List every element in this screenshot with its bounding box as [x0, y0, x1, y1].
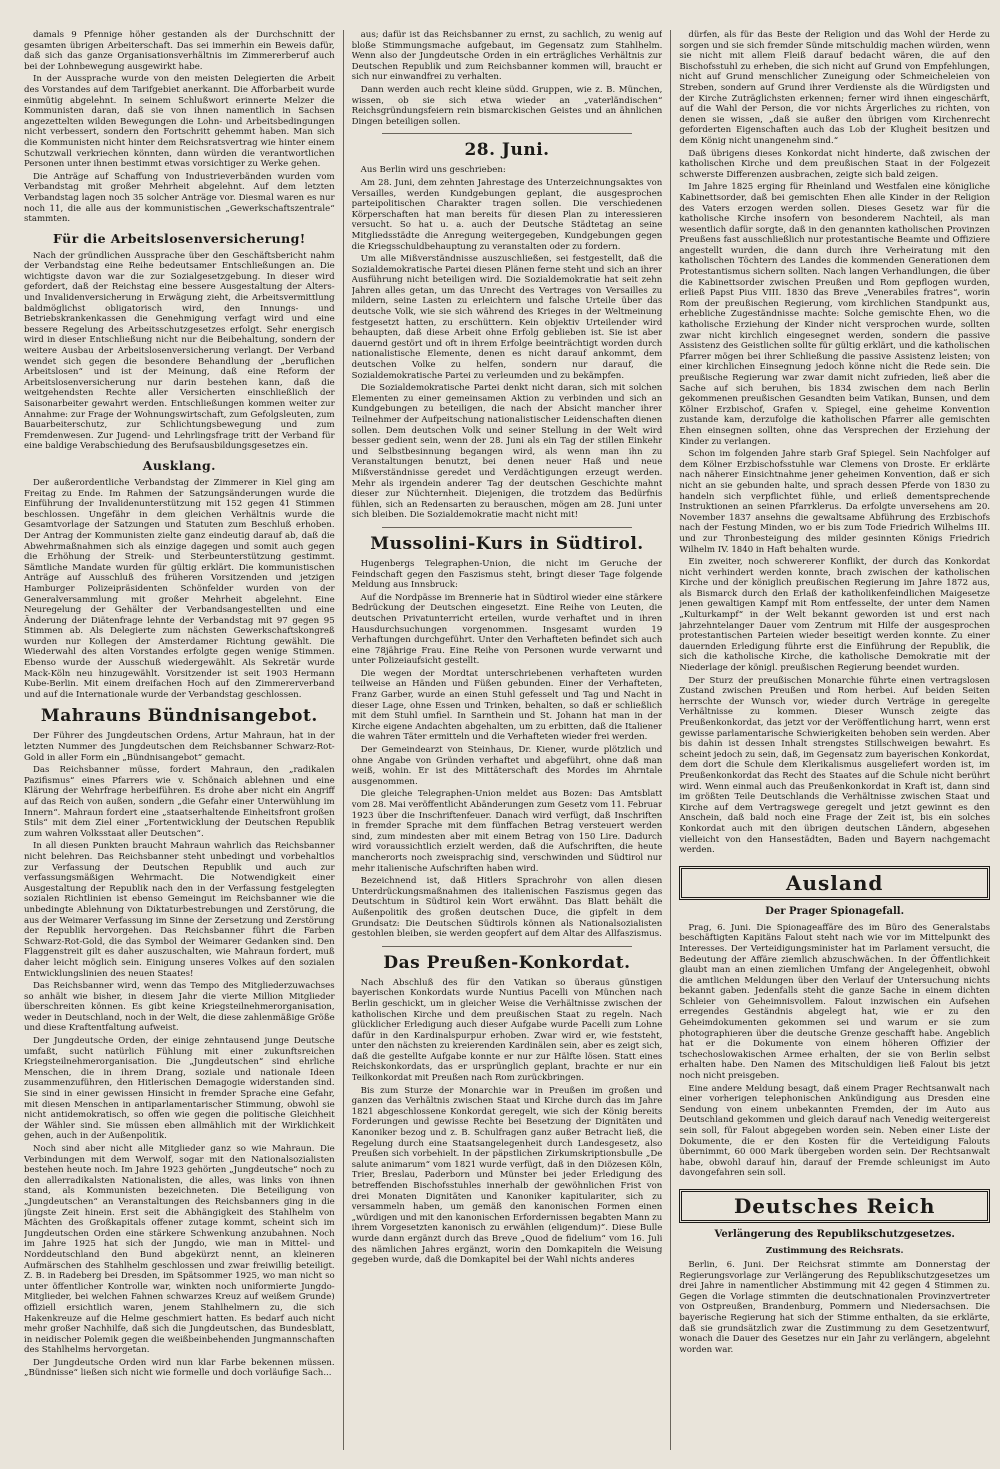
- column-1: [24, 30, 335, 1450]
- section-divider: [382, 133, 633, 134]
- article-paragraph: Um alle Mißverständnisse auszuschließen, sei festgestellt, daß die Sozialdemokratische Partei diesen Plänen ferne steht und sich an ihrer Ausführung nicht beteiligen wird. Die Sozialdemokratie hat seit zehn Jahren alles getan, um das Unrecht des Vertrages von Versailles zu mildern, seine Lasten zu erleichtern und falsche Urteile über das deutsche Volk, wie sie sich während des Krieges in der Weltmeinung festgesetzt hatten, zu erschüttern. Kein objektiv Urteilender wird behaupten, daß diese Arbeit ohne Erfolg geblieben ist. Sie ist aber dauernd gestört und oft in ihrem Erfolge beeinträchtigt worden durch nationalistische Elemente, denen es nicht darauf ankommt, dem deutschen Volke zu helfen, sondern nur darauf, die Sozialdemokratische Partei zu verleumden und zu bekämpfen.: [351, 254, 663, 381]
- article-paragraph: Im Jahre 1825 erging für Rheinland und Westfalen eine königliche Kabinettsorder, daß bei gemischten Ehen alle Kinder in der Religion des Vaters erzogen werden sollen. Dieses Gesetz war für die katholische Kirche insofern von besonderem Nachteil, als man wesentlich dafür sorgte, daß in den genannten katholischen Provinzen Preußens fast ausschließlich nur protestantische Beamte und Offiziere angestellt wurden, die dann durch ihre Verheiratung mit den katholischen Töchtern des Landes die kommenden Generationen dem Protestantismus sichern sollten. Nach langen Verhandlungen, die über die Kabinettsorder zwischen Preußen und Rom gepflogen wurden, erließ Papst Pius VIII. 1830 das Breve „Venerabiles fratres“, worin Rom der preußischen Regierung, vom kirchlichen Standpunkt aus, erhebliche Zugeständnisse machte: Solche gemischte Ehen, wo die katholische Erziehung der Kinder nicht versprochen wurde, sollten zwar nicht kirchlich eingesegnet werden, sondern die passive Assistenz des Geistlichen sollte für gültig erklärt, und die katholischen Pfarrer mögen bei ihrer Schließung die passive Assistenz leisten; von einer kirchlichen Einsegnung jedoch könne nicht die Rede sein. Die preußische Regierung war zwar damit nicht zufrieden, ließ aber die Sache auf sich beruhen, bis 1834 zwischen dem nach Berlin gekommenen preußischen Gesandten beim Vatikan, Bunsen, und dem Kölner Erzbischof, Grafen v. Spiegel, eine geheime Konvention zustande kam, derzufolge die katholischen Pfarrer alle gemischten Ehen einsegnen sollten, ohne das Versprechen der Erziehung der Kinder zu verlangen.: [679, 182, 991, 447]
- article-paragraph: Eine andere Meldung besagt, daß einem Prager Rechtsanwalt nach einer vorherigen telephonischen Ankündigung aus Dresden eine Sendung von einem unbekannten Fremden, der im Auto aus Deutschland gekommen und gleich darauf nach Venedig weitergereist sein soll, für Falout abgegeben worden sein. Neben einer Liste der Dokumente, die er den Kosten für die Verteidigung Falouts übernimmt, 60 000 Mark übergeben worden sein. Der Rechtsanwalt habe, obwohl darauf hin, darauf der Fremde schleunigst im Auto davongefahren sein soll.: [679, 1083, 991, 1179]
- article-paragraph: Auf die Nordpässe im Brennerie hat in Südtirol wieder eine stärkere Bedrückung der Deutschen eingesetzt. Eine Reihe von Leuten, die deutschen Privatunterricht erteilen, wurde verhaftet und in ihren Hausdurchsuchungen vorgenommen. Insgesamt wurden 19 Verhaftungen durchgeführt. Unter den Verhafteten befindet sich auch eine 78jährige Frau. Eine Reihe von Personen wurde verwarnt und unter Polizeiaufsicht gestellt.: [351, 592, 663, 667]
- article-paragraph: Nach Abschluß des für den Vatikan so überaus günstigen bayerischen Konkordats wurde Nuntius Pacelli von München nach Berlin geschickt, um in gleicher Weise die Verhältnisse zwischen der katholischen Kirche und dem preußischen Staat zu regeln. Nach glücklicher Erledigung auch dieser Aufgabe wurde Pacelli zum Lohne dafür in den Kardinalspurpur erhoben. Zwar wird er, wie feststeht, unter den nächsten zu kreierenden Kardinälen sein, aber es zeigt sich, daß die gestellte Aufgabe konnte er nur zur Hälfte lösen. Statt eines Reichskonkordats, das er ursprünglich geplant, brachte er nur ein Teilkonkordat mit Preußen nach Rom zurückbringen.: [351, 977, 663, 1084]
- article-paragraph: Ein zweiter, noch schwererer Konflikt, der durch das Konkordat nicht verhindert werden konnte, brach zwischen der katholischen Kirche und der königlich preußischen Regierung im Jahre 1872 aus, als Bismarck durch den Erlaß der katholikenfeindlichen Maigesetze jenen gewaltigen Kampf mit Rom entfesselte, der unter dem Namen „Kulturkampf“ in der Welt bekannt geworden ist und erst nach jahrzehntelanger Dauer vom Zentrum mit Hilfe der ausgesprochen protestantischen Parteien wieder beseitigt werden konnte. Zu einer dauernden Erledigung führte erst die Einführung der Republik, die sich die katholische Kirche, die katholische Demokratie mit der Niederlage der königl. preußischen Regierung beendet wurden.: [679, 557, 991, 674]
- article-paragraph: Dann werden auch recht kleine südd. Gruppen, wie z. B. München, wissen, ob sie sich etwa wieder an „vaterländischen“ Reichsgründungsfeiern rein bismarckischen Geistes und an ähnlichen Dingen beteiligen sollen.: [351, 84, 663, 127]
- section-divider: [382, 946, 633, 947]
- headline-prager-spionagefall: Der Prager Spionagefall.: [765, 905, 905, 917]
- section-box-ausland: Ausland: [679, 866, 990, 900]
- article-paragraph: Der Jungdeutsche Orden, der einige zehntausend junge Deutsche umfaßt, sucht natürlich Fühlung mit einer zukunftsreichen Kriegsteilnehmerorganisation. Die „Jungdeutschen“ sind ehrliche Menschen, die in ihrem Drang, soziale und nationale Ideen zusammenzuführen, den Hitlerischen Demagogie widerstanden sind. Sie sind in einer gewissen Hinsicht in fremder Sprache eine Gefahr, mit diesen Menschen in antiparlamentarischer Stimmung, obwohl sie nicht antidemokratisch, so offen wie gegen die politische Gleichheit der Wähler sind. Sie müssen eben allmählich mit der Wirklichkeit gehen, auch in der Außenpolitik.: [24, 1036, 335, 1142]
- article-paragraph: Der Führer des Jungdeutschen Ordens, Artur Mahraun, hat in der letzten Nummer des Jungdeutschen dem Reichsbanner Schwarz-Rot-Gold in aller Form ein „Bündnisangebot“ gemacht.: [24, 731, 335, 763]
- article-paragraph: Das Reichsbanner müsse, fordert Mahraun, den „radikalen Pazifismus“ eines Pfarrers wie v. Schönaich ablehnen und eine Klärung der Wehrfrage herbeiführen. Es drohe aber nicht ein Angriff auf das Reich von außen, sondern „die Gefahr einer Unterwühlung im Innern“. Mahraun fordert eine „staatserhaltende Einheitsfront großen Stils“ mit dem Ziel einer „Fortentwicklung der Deutschen Republik zum wahren Volksstaat aller Deutschen“.: [24, 765, 335, 839]
- article-paragraph: Am 28. Juni, dem zehnten Jahrestage des Unterzeichnungsaktes von Versailles, werden Kundgebungen geplant, die ausgesprochen parteipolitischen Charakter tragen sollen. Die verschiedenen Körperschaften hat man bereits für diesen Plan zu interessieren versucht. So hat u. a. auch der Deutsche Städtetag an seine Mitgliedsstädte die Anregung weitergegeben, Kundgebungen gegen die Kriegsschuldbehauptung zu veranstalten oder zu fordern.: [351, 177, 663, 252]
- column-divider: [670, 30, 671, 1450]
- column-divider: [343, 30, 344, 1450]
- article-paragraph: Der Gemeindearzt von Steinhaus, Dr. Kiener, wurde plötzlich und ohne Angabe von Gründen verhaftet und abgeführt, ohne daß man weiß, wohin. Er ist des Mittäterschaft des Mordes im Ahrntale ausgenommen.: [351, 745, 663, 787]
- article-paragraph: Die Sozialdemokratische Partei denkt nicht daran, sich mit solchen Elementen zu einer gemeinsamen Aktion zu verbinden und sich an Kundgebungen zu beteiligen, die nach der Absicht mancher ihrer Teilnehmer der Aufpeitschung nationalistischer Leidenschaften dienen sollen. Dem deutschen Volk und seiner Stellung in der Welt wird besser gedient sein, wenn der 28. Juni als ein Tag der stillen Einkehr und Selbstbesinnung begangen wird, als wenn man ihn zu Veranstaltungen benutzt, bei denen neuer Haß und neue Mißverständnisse geredet und Verdächtigungen erzeugt werden. Mehr als irgendein anderer Tag der deutschen Geschichte mahnt dieser zur Nüchternheit. Diejenigen, die trotzdem das Bedürfnis fühlen, sich an Redensarten zu berauschen, mögen am 28. Juni unter sich bleiben. Die Sozialdemokratie macht nicht mit!: [351, 383, 663, 521]
- article-paragraph: Prag, 6. Juni. Die Spionageaffäre des im Büro des Generalstabs beschäftigten Kapitäns Falout steht nach wie vor im Mittelpunkt des Interesses. Der Verteidigungsminister hat im Parlament versucht, die Bedeutung der Affäre ziemlich abzuschwächen. In der Öffentlichkeit glaubt man an einen ziemlichen Umfang der Angelegenheit, obwohl die amtlichen Meldungen über den Verlauf der Untersuchung nichts bekannt gaben. Jedenfalls steht die ganze Sache in einem dichten Schleier von Geheimnisvollem. Falout inzwischen ein Aufsehen erregendes Geständnis abgelegt hat, wie er zu den Geheimdokumenten gekommen sei und warum er sie zum photographieren über die deutsche Grenze geschafft habe. Angeblich hat er die Dokumente von einem höheren Offizier der tschechoslowakischen Armee erhalten, der sie von Berlin selbst erhalten habe. Den Namen des Mitschuldigen ließ Falout bis jetzt noch nicht preisgeben.: [679, 922, 991, 1082]
- article-paragraph: Hugenbergs Telegraphen-Union, die nicht im Geruche der Feindschaft gegen den Faszismus steht, bringt dieser Tage folgende Meldung aus Innsbruck:: [351, 558, 663, 591]
- article-paragraph: Nach der gründlichen Aussprache über den Geschäftsbericht nahm der Verbandstag eine Reihe bedeutsamer Entschließungen an. Die wichtigste davon war die zur Sozialgesetzgebung. In dieser wird gefordert, daß der Reichstag eine bessere Ausgestaltung der Alters- und Invalidenversicherung in Erwägung zieht, die Arbeitsvermittlung baldmöglichst obligatorisch wird, den Innungs- und Betriebskrankenkassen die Genehmigung verfagt wird und eine bessere Regelung des Arbeitsschutzgesetzes erfolgt. Sehr energisch wird in dieser Entschließung nicht nur die Beibehaltung, sondern der weitere Ausbau der Arbeitslosenversicherung verlangt. Der Verband wendet sich gegen die besondere Behandlung der „beruflichen Arbeitslosen“ und ist der Meinung, daß eine Reform der Arbeitslosenversicherung nur darin bestehen kann, daß die weitgehendsten Rechte aller Versicherten einschließlich der Saisonarbeiter gewahrt werden. Entschließungen kommen weiter zur Annahme: zur Frage der Wohnungswirtschaft, zum Gefolgsleuten, zum Bauarbeiterschutz, zur Schlichtungsbewegung und zum Fremdenwesen. Zur Jugend- und Lehrlingsfrage tritt der Verband für eine baldige Verabschiedung des Berufsausbildungsgesetzes ein.: [24, 250, 335, 452]
- article-paragraph: Berlin, 6. Juni. Der Reichsrat stimmte am Donnerstag der Regierungsvorlage zur Verlängerung des Republikschutzgesetzes um drei Jahre in namentlicher Abstimmung mit 42 gegen 4 Stimmen zu. Gegen die Vorlage stimmten die deutschnationalen Provinzvertreter von Ostpreußen, Brandenburg, Pommern und Niedersachsen. Die bayerische Regierung hat sich der Stimme enthalten, da sie erklärte, daß sie grundsätzlich zwar die Zustimmung zu dem Gesetzentwurf, wonach die Dauer des Gesetzes nur ein Jahr zu verlängern, abgelehnt worden war.: [679, 1259, 991, 1355]
- article-paragraph: Daß übrigens dieses Konkordat nicht hinderte, daß zwischen der katholischen Kirche und dem preußischen Staat in der Folgezeit schwerste Differenzen ausbrachen, zeigte sich bald zeigen.: [679, 148, 991, 180]
- column-2: [352, 30, 663, 1450]
- headline-28-juni: 28. Juni.: [464, 140, 550, 161]
- article-paragraph: Aus Berlin wird uns geschrieben:: [360, 165, 506, 176]
- headline-preussen-konkordat: Das Preußen-Konkordat.: [383, 952, 631, 973]
- article-paragraph: Der Sturz der preußischen Monarchie führte einen vertragslosen Zustand zwischen Preußen und Rom herbei. Auf beiden Seiten herrschte der Wunsch vor, wieder durch Verträge in geregelte Verhältnisse zu kommen. Dieser Wunsch zeigte das Preußenkonkordat, das jetzt vor der Veröffentlichung harrt, wenn erst gewisse parlamentarische Schwierigkeiten behoben sein werden. Aber bis dahin ist dessen Inhalt strengstes Stillschweigen bewahrt. Es scheint jedoch zu sein, daß, im Gegensatz zum bayerischen Konkordat, dem dort die Schule dem Klerikalismus ausgeliefert worden ist, im Preußenkonkordat das Recht des Staates auf die Schule nicht berührt wird. Wenn einmal auch das Preußenkonkordat in Kraft ist, dann sind im größten Teile Deutschlands die Verhältnisse zwischen Staat und Kirche auf dem Vertragswege geregelt und jetzt gewinnt es den Anschein, daß bald noch eine Frage der Zeit ist, bis ein solches Konkordat auch mit den übrigen deutschen Ländern, abgesehen vielleicht von den Hansestädten, Baden und Bayern nachgemacht werden.: [679, 675, 991, 856]
- subheadline: Zustimmung des Reichsrats.: [765, 1245, 904, 1256]
- article-paragraph: Bis zum Sturze der Monarchie war in Preußen im großen und ganzen das Verhältnis zwischen Staat und Kirche durch das im Jahre 1821 abgeschlossene Konkordat geregelt, wie sich der König bereits Forderungen und gewisse Rechte bei Besetzung der Dignitäten und Kanoniker bezog und z. B. Schulfragen ganz außer Betracht ließ, die Regelung durch eine Staatsangelegenheit durch Landesgesetz, also Preußen sich vorbehielt. In der päpstlichen Zirkumskriptionsbulle „De salute animarum“ vom 1821 wurde verfügt, daß in den Diözesen Köln, Trier, Breslau, Paderborn und Münster bei jeder Erledigung des betreffenden Bischofsstuhles innerhalb der gewöhnlichen Frist von drei Monaten Dignitäten und Kanoniker kapitulariter, sich zu versammeln haben, um gemäß den kanonischen Formen einen „würdigen und mit den kanonischen Erfordernissen begabten Mann zu ihrem Vorgesetzten kanonisch zu erwählen (eligendum)“. Diese Bulle wurde dann ergänzt durch das Breve „Quod de fidelium“ vom 16. Juli des nämlichen Jahres ergänzt, worin den Domkapiteln die Weisung gegeben wurde, daß die Domkapitel bei der Wahl nichts anderes: [351, 1085, 663, 1266]
- headline-arbeitslosenversicherung: Für die Arbeitslosenversicherung!: [53, 230, 306, 246]
- article-paragraph: Bezeichnend ist, daß Hitlers Sprachrohr von allen diesen Unterdrückungsmaßnahmen des italienischen Faszismus gegen das Deutschtum in Südtirol kein Wort erwähnt. Das Blatt behält die Außenpolitik des großen deutschen Duce, die gipfelt in dem Grundsatz: Die Deutschen Südtirols können als Nationalsozialisten gestohlen bleiben, sie werden geopfert auf dem Altar des Allfaszismus.: [351, 876, 663, 940]
- section-divider: [382, 527, 633, 528]
- article-paragraph: Schon im folgenden Jahre starb Graf Spiegel. Sein Nachfolger auf dem Kölner Erzbischofsstuhle war Clemens von Droste. Er erklärte nach näherer Einsichtnahme jener geheimen Konvention, daß er sich nicht an sie gebunden halte, und sprach dessen Pferde von 1830 zu handeln sich verpflichtet fühle, und erließ dementsprechende Instruktionen an seinen Pfarrklerus. Da erfolgte unversehens am 20. November 1837 ansehns die gewaltsame Abführung des Erzbischofs nach der Festung Minden, wo er bis zum Tode Friedrich Wilhelms III. und zur Thronbesteigung des milder gesinnten Königs Friedrich Wilhelm IV. 1840 in Haft behalten wurde.: [679, 449, 991, 555]
- article-paragraph: Noch sind aber nicht alle Mitglieder ganz so wie Mahraun. Die Verbindungen mit dem Werwolf, sogar mit den Nationalsozialisten bestehen heute noch. Im Jahre 1923 gehörten „Jungdeutsche“ noch zu den allerradikalsten Nationalisten, die alles, was links von ihnen stand, als Kommunisten bezeichneten. Die Beteiligung von „Jungdeutschen“ an Veranstaltungen des Reichsbanners ging in die jüngste Zeit hinein. Erst seit die Abhängigkeit des Stahlhelm von Mächten des Großkapitals offener zutage kommt, scheint sich im Jungdeutschen Orden eine stärkere Schwenkung anzubahnen. Noch im Jahre 1925 hat sich der Jungdo, wie man in Mittel- und Norddeutschland den Bund abgekürzt nennt, an kleineren Aufmärschen des Stahlhelm geschlossen und zwar freiwillig beteiligt. Z. B. in Radeberg bei Dresden, im Spätsommer 1925, wo man nicht so unter öffentlicher Kontrolle war, winkten noch uniformierte Jungdo-Mitglieder, bei welchen Fahnen schwarzes Kreuz auf weißem Grunde) offiziell ersichtlich waren, jenem Stahlhelmern zu, die sich Hakenkreuze auf die Helme geschmiert hatten. Es bedarf auch nicht mehr großer Nachhilfe, daß sich die Jungdeutschen, das Bundesblatt, in neidischer Polemik gegen die weißbeinbehenden Jungmannschaften des Stahlhelms hervorgetan.: [24, 1144, 335, 1356]
- article-paragraph: In all diesen Punkten braucht Mahraun wahrlich das Reichsbanner nicht belehren. Das Reichsbanner steht unbedingt und vorbehaltlos zur Verfassung der Deutschen Republik und auch zur verfassungsmäßigen Wehrmacht. Die Notwendigkeit einer Ausgestaltung der Republik nach den in der Verfassung festgelegten sozialen Richtlinien ist ebenso Gemeingut im Reichsbanner wie die unbedingte Ablehnung von Diktaturbestrebungen und Zerstörung, die aus der Weimarer Verfassung im Sinne der Zersetzung und Zerstörung der Republik hervorgehen. Das Reichsbanner führt die Farben Schwarz-Rot-Gold, die das Symbol der Weimarer Gedanken sind. Den Flaggenstreit gilt es daher auszuschalten, wie Mahraun fordert, muß daher leicht möglich sein. Einigung unseres Volkes auf den sozialen Entwicklungslinien des neuen Staates!: [24, 841, 335, 979]
- article-paragraph: Die gleiche Telegraphen-Union meldet aus Bozen: Das Amtsblatt vom 28. Mai veröffentlicht Abänderungen zum Gesetz vom 11. Februar 1923 über die Inschriftenfeuer. Danach wird verfügt, daß Inschriften in fremder Sprache mit dem fünffachen Betrag versteuert werden sind, zum mindesten aber mit einem Betrag von 150 Lire. Dadurch wird voraussichtlich erzielt werden, daß die Aufschriften, die heute mancherorts noch zweisprachig sind, verschwinden und Südtirol nur mehr italienische Aufschriften haben wird.: [351, 789, 663, 874]
- article-paragraph: damals 9 Pfennige höher gestanden als der Durchschnitt der gesamten übrigen Arbeiterschaft. Das sei immerhin ein Beweis dafür, daß sich das ganze Organisationsverhältnis im Zimmererberuf auch bei der Lohnbewegung ausgewirkt habe.: [24, 30, 335, 72]
- headline-mahraun: Mahrauns Bündnisangebot.: [40, 706, 318, 727]
- headline-republikschutzgesetz: Verlängerung des Republikschutzgesetzes.: [714, 1228, 955, 1240]
- article-paragraph: aus; dafür ist das Reichsbanner zu ernst, zu sachlich, zu wenig auf bloße Stimmungsmache aufgebaut, im Gegensatz zum Stahlhelm. Wenn also der Jungdeutsche Orden in ein erträgliches Verhältnis zur Deutschen Republik und zum Reichsbanner kommen will, braucht er sich nur einwandfrei zu verhalten.: [351, 30, 663, 83]
- article-paragraph: Der außerordentliche Verbandstag der Zimmerer in Kiel ging am Freitag zu Ende. Im Rahmen der Satzungsänderungen wurde die Einführung der Invalidenunterstützung mit 152 gegen 41 Stimmen beschlossen. Ungefähr in dem gleichen Verhältnis wurde die Gesamtvorlage der Satzungen und Statuten zum Beschluß erhoben. Der Antrag der Kommunisten zielte ganz eindeutig darauf ab, daß die Abwehrmaßnahmen sich als einzige dagegen und somit auch gegen die Erhöhung der Streik- und Sterbeunterstützung gestimmt. Sämtliche Mandate wurden für gültig erklärt. Die kommunistischen Anträge auf Ausschluß des früheren Vorsitzenden und jetzigen Hamburger Polizeipräsidenten Schönfelder wurden von der Generalversammlung mit großer Mehrheit abgelehnt. Eine Neuregelung der Gehälter der Verbandsangestellten und eine Änderung der Diätenfrage lehnte der Verbandstag mit 97 gegen 95 Stimmen ab. Als Delegierte zum nächsten Gewerkschaftskongreß wurden nur Kollegen der Amsterdamer Richtung gewählt. Die Wiederwahl des alten Vorstandes erfolgte gegen wenige Stimmen. Ebenso wurde der Ausschuß wiedergewählt. Als Sekretär wurde Mack-Köln neu hinzugewählt. Vorsitzender ist seit 1903 Hermann Kube-Berlin. Mit einem dreifachen Hoch auf den Zimmererverband und auf die Internationale wurde der Verbandstag geschlossen.: [24, 477, 335, 700]
- column-3: [679, 30, 990, 1450]
- article-paragraph: Das Reichsbanner wird, wenn das Tempo des Mitgliederzuwachses so anhält wie bisher, in diesem Jahr die vierte Million Mitglieder überschreiten können. Es gibt keine Kriegsteilnehmerorganisation, weder in Deutschland, noch in der Welt, die diese zahlenmäßige Größe und diese Kraftentfaltung aufweist.: [24, 981, 335, 1034]
- section-box-deutsches-reich: Deutsches Reich: [679, 1189, 990, 1223]
- headline-mussolini-kurs: Mussolini-Kurs in Südtirol.: [370, 533, 644, 554]
- article-paragraph: dürfen, als für das Beste der Religion und das Wohl der Herde zu sorgen und sie sich fremder Sünde mitschuldig machen würden, wenn sie nicht mit allem Fleiß darauf bedacht wären, die auf den Bischofsstuhl zu erheben, die sich nicht auf Grund von Empfehlungen, nicht auf Grund menschlicher Zuneigung oder Schmeicheleien von Streben, sondern auf Grund ihrer Verdienste als die Würdigsten und der Kirche Zuträglichsten erkennen; ferner wird ihnen eingeschärft, auf die Wahl der Person, die vor nichts Ärgerliches zu richten, von denen sie wissen, „daß sie außer den übrigen vom Kirchenrecht geforderten Eigenschaften auch das Lob der Klugheit besitzen und dem König nicht unangenehm sind.“: [679, 30, 991, 146]
- article-paragraph: In der Aussprache wurde von den meisten Delegierten die Arbeit des Vorstandes auf dem Tarifgebiet anerkannt. Die Afforbarbeit wurde einmütig abgelehnt. In seinem Schlußwort erinnerte Melzer die Kommunisten daran, daß sie von ihnen namentlich in Sachsen angezettelten wilden Bewegungen die Lohn- und Arbeitsbedingungen nicht verbessert, sondern den Fortschritt gehemmt haben. Man sich die Kommunisten nicht hinter dem Reichsratsvertrag wie hinter einem Schutzwall verkriechen könnten, dann würden die verantwortlichen Personen unter ihnen bestimmt etwas vorsichtiger zu Werke gehen.: [24, 74, 335, 170]
- article-paragraph: Die wegen der Mordtat unterschriebenen verhafteten wurden teilweise an Händen und Füßen gebunden. Einer der Verhafteten, Franz Garber, wurde an einen Stuhl gefesselt und Tag und Nacht in dieser Lage, ohne Essen und Trinken, behalten, so daß er schließlich mit dem Stuhl umfiel. In Sarnthein und St. Johann hat man in der Kirche eigene Andachten abgehalten, um zu erbitten, daß die Italiener die wahren Täter ermitteln und die Verhafteten wieder frei werden.: [351, 668, 663, 743]
- article-paragraph: Die Anträge auf Schaffung von Industrieverbänden wurden vom Verbandstag mit großer Mehrheit abgelehnt. Auf dem letzten Verbandstag lagen noch 35 solcher Anträge vor. Diesmal waren es nur noch 11, die alle aus der kommunistischen „Gewerkschaftszentrale“ stammten.: [24, 171, 335, 225]
- headline-ausklang: Ausklang.: [142, 457, 216, 473]
- article-paragraph: Der Jungdeutsche Orden wird nun klar Farbe bekennen müssen. „Bündnisse“ ließen sich nicht wie formelle und doch vorläufige Sach...: [24, 1357, 335, 1379]
